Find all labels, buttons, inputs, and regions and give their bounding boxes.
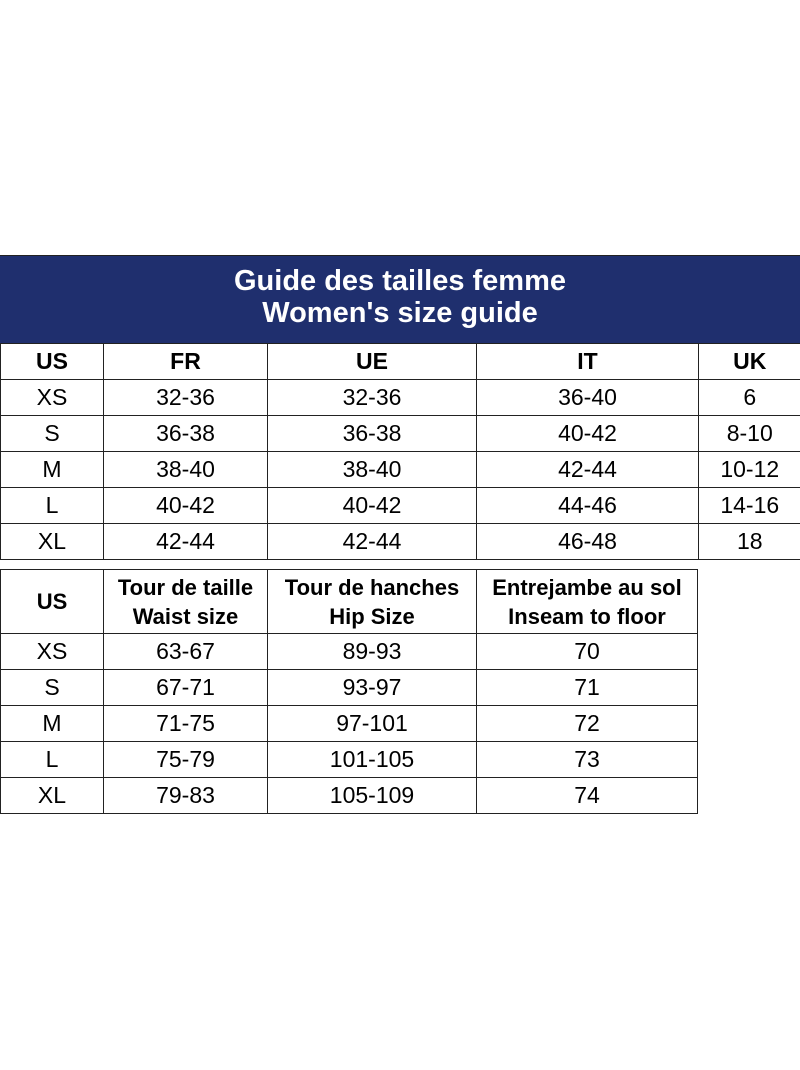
header-us: US <box>1 344 104 380</box>
title-line-french: Guide des tailles femme <box>233 265 566 297</box>
size-conversion-table <box>0 343 800 560</box>
cell-us: XL <box>1 524 104 560</box>
table-row <box>1 416 800 452</box>
header-hip-en: Hip Size <box>329 603 415 629</box>
cell-hip: 105-109 <box>268 778 477 814</box>
cell-uk: 8-10 <box>699 416 800 452</box>
cell-uk: 14-16 <box>699 488 800 524</box>
cell-uk: 6 <box>699 380 800 416</box>
header-inseam <box>477 570 698 634</box>
cell-inseam: 72 <box>477 706 698 742</box>
cell-uk: 10-12 <box>699 452 800 488</box>
cell-hip: 89-93 <box>268 634 477 670</box>
cell-ue: 36-38 <box>268 416 477 452</box>
table-row <box>1 706 698 742</box>
cell-us: XS <box>1 634 104 670</box>
cell-inseam: 73 <box>477 742 698 778</box>
header-us-label: US <box>36 589 68 614</box>
cell-ue: 40-42 <box>268 488 477 524</box>
table-row <box>1 488 800 524</box>
cell-ue: 42-44 <box>268 524 477 560</box>
cell-fr: 32-36 <box>104 380 268 416</box>
cell-waist: 79-83 <box>104 778 268 814</box>
table-header-row <box>1 344 800 380</box>
cell-us: L <box>1 488 104 524</box>
title-line-english: Women's size guide <box>262 297 538 329</box>
cell-inseam: 70 <box>477 634 698 670</box>
cell-waist: 67-71 <box>104 670 268 706</box>
cell-waist: 71-75 <box>104 706 268 742</box>
table-row <box>1 452 800 488</box>
header-inseam-fr: Entrejambe au sol <box>492 574 682 600</box>
table-row <box>1 670 698 706</box>
header-hip <box>268 570 477 634</box>
table-header-row <box>1 570 698 634</box>
header-us <box>1 570 104 634</box>
cell-fr: 36-38 <box>104 416 268 452</box>
cell-inseam: 74 <box>477 778 698 814</box>
cell-fr: 42-44 <box>104 524 268 560</box>
cell-hip: 93-97 <box>268 670 477 706</box>
table-row <box>1 778 698 814</box>
cell-fr: 38-40 <box>104 452 268 488</box>
cell-ue: 38-40 <box>268 452 477 488</box>
cell-it: 40-42 <box>477 416 699 452</box>
cell-us: M <box>1 706 104 742</box>
header-waist <box>104 570 268 634</box>
cell-hip: 97-101 <box>268 706 477 742</box>
header-fr: FR <box>104 344 268 380</box>
header-uk: UK <box>699 344 800 380</box>
header-waist-en: Waist size <box>132 603 239 629</box>
cell-waist: 63-67 <box>104 634 268 670</box>
header-waist-fr: Tour de taille <box>117 574 254 600</box>
table-row <box>1 524 800 560</box>
cell-waist: 75-79 <box>104 742 268 778</box>
header-inseam-en: Inseam to floor <box>508 603 666 629</box>
table-row <box>1 742 698 778</box>
table-row <box>1 380 800 416</box>
header-hip-fr: Tour de hanches <box>284 574 460 600</box>
cell-uk: 18 <box>699 524 800 560</box>
header-ue: UE <box>268 344 477 380</box>
cell-it: 42-44 <box>477 452 699 488</box>
cell-us: XL <box>1 778 104 814</box>
cell-hip: 101-105 <box>268 742 477 778</box>
cell-inseam: 71 <box>477 670 698 706</box>
cell-ue: 32-36 <box>268 380 477 416</box>
body-measurements-table <box>0 569 698 814</box>
cell-it: 46-48 <box>477 524 699 560</box>
cell-it: 44-46 <box>477 488 699 524</box>
cell-us: XS <box>1 380 104 416</box>
title-banner <box>0 255 800 343</box>
cell-fr: 40-42 <box>104 488 268 524</box>
header-it: IT <box>477 344 699 380</box>
cell-us: M <box>1 452 104 488</box>
cell-it: 36-40 <box>477 380 699 416</box>
cell-us: S <box>1 416 104 452</box>
cell-us: S <box>1 670 104 706</box>
cell-us: L <box>1 742 104 778</box>
table-row <box>1 634 698 670</box>
